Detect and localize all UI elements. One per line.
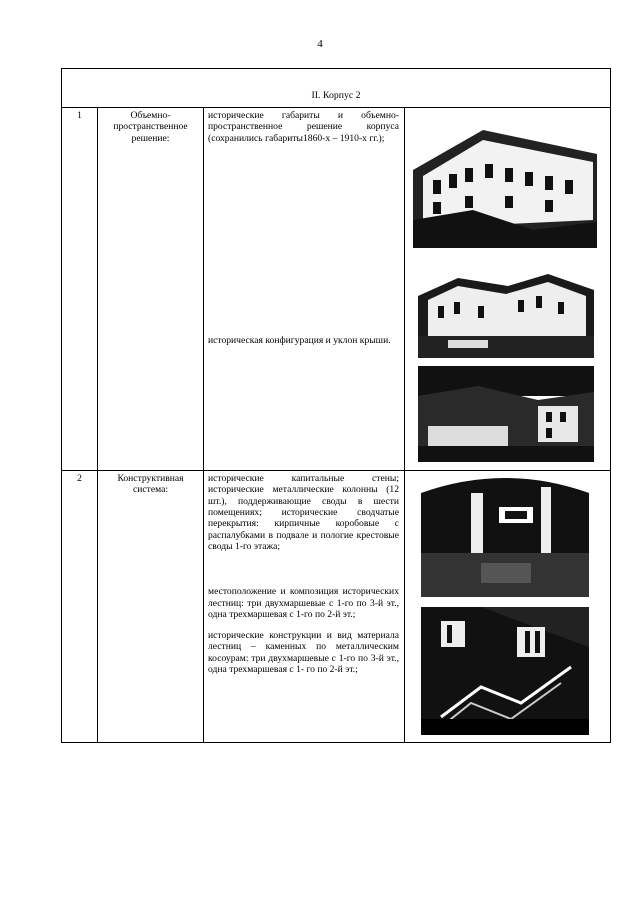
- description-paragraph: местоположение и композиция исторических лестниц: три двухмаршевые с 1-го по 3-й эт., одна трехмаршевая с 1-го по 2-й эт.;: [208, 586, 399, 620]
- photo-cell: [405, 108, 611, 471]
- table-row: [62, 471, 611, 743]
- description-paragraph: исторические габариты и объемно-пространственное решение корпуса (сохранились габариты1860-х – 1910-х гг.);: [208, 110, 399, 144]
- description-paragraph: историческая конфигурация и уклон крыши.: [208, 334, 391, 346]
- description-paragraph: исторические капитальные стены; исторические металлические колонны (12 шт.), поддерживающие своды в шести помещениях; исторические сводчатые перекрытия: кирпичные коробовые с распалубками в подвале и пологие крестовые своды 1-го этажа;: [208, 473, 399, 552]
- staircase-photo: [421, 607, 589, 735]
- roof-photo: [418, 366, 594, 462]
- courtyard-photo: [418, 266, 594, 358]
- row-name: Объемно-пространственное решение:: [98, 108, 204, 471]
- row-description: [204, 471, 405, 743]
- section-header-row: [62, 69, 611, 108]
- heritage-table: [61, 68, 611, 743]
- facade-photo: [413, 110, 597, 248]
- row-name: Конструктивная система:: [98, 471, 204, 743]
- row-description: [204, 108, 405, 471]
- vaulted-interior-photo: [421, 473, 589, 597]
- table-row: [62, 108, 611, 471]
- description-paragraph: исторические конструкции и вид материала лестниц – каменных по металлическим косоурам: три двухмаршевые с 1-го по 3-й эт., одна трехмаршевая с 1- го по 2-й эт.;: [208, 630, 399, 676]
- page-number: 4: [317, 38, 323, 50]
- photo-cell: [405, 471, 611, 743]
- section-title: II. Корпус 2: [62, 69, 611, 108]
- row-number: 1: [62, 108, 98, 471]
- row-number: 2: [62, 471, 98, 743]
